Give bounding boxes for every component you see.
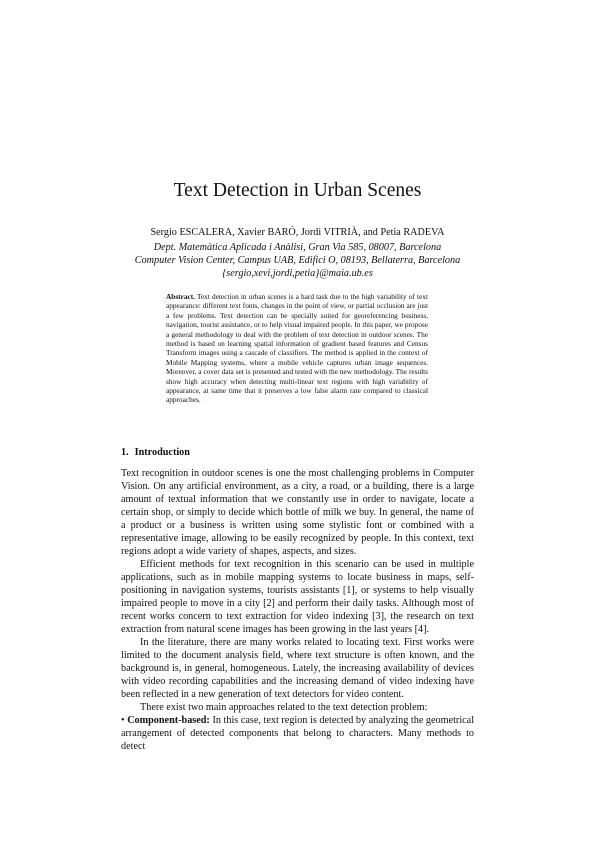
paragraph: Efficient methods for text recognition in this scenario can be used in multiple applications, such as in mobile mapping systems to locate business in maps, self-positioning in navigation systems, tourists assistants [1], or systems to help visually impaired people to move in a city [2] and perform their daily tasks. Although most of recent works concern to text extraction for video indexing [3], the research on text extraction from natural scene images has been growing in the last years [4]. <box>121 559 474 635</box>
bullet-icon: • <box>121 715 125 726</box>
section-title: Introduction <box>134 447 190 458</box>
bullet-label: Component-based: <box>127 715 210 726</box>
abstract-label: Abstract. <box>166 292 195 301</box>
abstract <box>166 292 428 405</box>
bullet-item <box>121 714 474 753</box>
affiliation-line: Dept. Matemàtica Aplicada i Anàlisi, Gran Via 585, 08007, Barcelona <box>153 242 442 253</box>
author-list: Sergio ESCALERA, Xavier BARÓ, Jordi VITRIÀ, and Petia RADEVA <box>150 227 445 238</box>
paragraph: In the literature, there are many works related to locating text. First works were limited to the document analysis field, where text structure is often known, and the background is, in general, homogeneous. Lately, the increasing availability of devices with video recording capabilities and the increasing demand of video indexing have been reflected in a new generation of text detectors for video content. <box>121 637 474 700</box>
affiliation-line: Computer Vision Center, Campus UAB, Edifici O, 08193, Bellaterra, Barcelona <box>134 255 461 267</box>
paragraph: There exist two main approaches related to the text detection problem: <box>140 702 428 713</box>
bullet-text: In this case, text region is detected by analyzing the geometrical arrangement of detected components that belong to characters. Many methods to detect <box>121 715 475 752</box>
body-text <box>121 467 474 753</box>
paragraph: Text recognition in outdoor scenes is one the most challenging problems in Computer Vision. On any artificial environment, as a city, a road, or a building, there is a large amount of textual information that we constantly use in order to navigate, locate a certain shop, or simply to decide which bottle of milk we buy. In general, the name of a product or a business is written using some stylistic font or combined with a representative image, allowing to be easily recognized by people. In this context, text regions adopt a wide variety of shapes, aspects, and sizes. <box>121 468 474 557</box>
paper-title: Text Detection in Urban Scenes <box>173 180 422 201</box>
abstract-text: Text detection in urban scenes is a hard task due to the high variability of text appearance: different text fonts, changes in the point of view, or partial occlusion are just a few problems. Text detection can be specially suited for georeferencing business, navigation, tourist assistance, or to help visual impaired people. In this paper, we propose a general methodology to deal with the problem of text detection in outdoor scenes. The method is based on learning spatial information of gradient based features and Census Transform images using a cascade of classifiers. The method is applied in the context of Mobile Mapping systems, where a mobile vehicle captures urban image sequences. Moreover, a cover data set is presented and tested with the new methodology. The results show high accuracy when detecting multi-linear text regions with high variability of appearance, at same time that it preserves a low false alarm rate compared to classical approaches. <box>166 292 428 405</box>
section-heading <box>121 446 190 459</box>
email-line: {sergio,xevi,jordi,petia}@maia.ub.es <box>222 268 373 280</box>
section-number: 1. <box>121 447 129 458</box>
affiliation-block <box>0 241 595 281</box>
